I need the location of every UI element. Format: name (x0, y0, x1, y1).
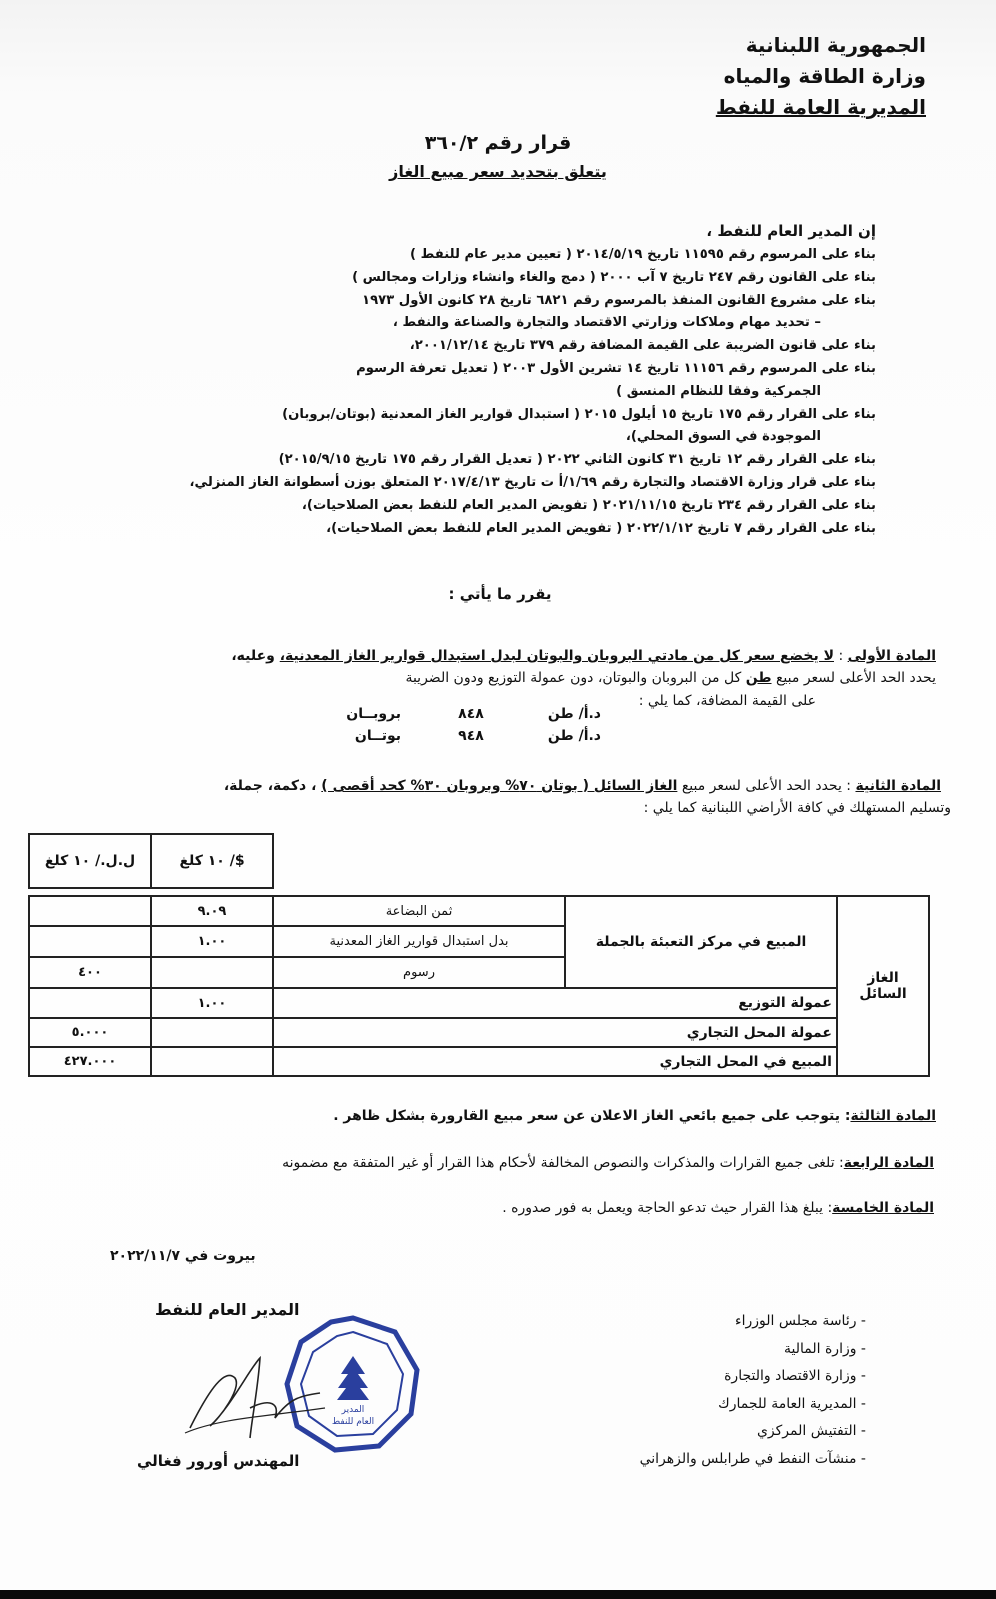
distribution-list (640, 1308, 866, 1473)
col-header-usd: $/ ١٠ كلغ (150, 833, 274, 889)
row-lbp: ٥.٠٠٠ (28, 1017, 152, 1048)
row-label: المبيع في المحل التجاري (272, 1046, 838, 1077)
place-date: بيروت في ٢٠٢٢/١١/٧ (110, 1248, 256, 1264)
article-5-label: المادة الخامسة (832, 1200, 934, 1216)
item-label: رسوم (272, 956, 566, 989)
article-3-text: : يتوجب على جميع بائعي الغاز الاعلان عن سعر مبيع القارورة بشكل ظاهر . (333, 1108, 851, 1124)
decision-title (0, 128, 996, 186)
article-3-label: المادة الثالثة (850, 1108, 936, 1124)
row-lbp: ٤٢٧.٠٠٠ (28, 1046, 152, 1077)
article-1: المادة الأولى : لا يخضع سعر كل من مادتي البروبان والبوتان لبدل استبدال قوارير الغاز المعدنية، وعليه، يحدد الحد الأعلى لسعر مبيع طن كل من البروبان والبوتان، دون عمولة التوزيع ودون الضريبة (231, 648, 936, 686)
signature-title: المدير العام للنفط (155, 1300, 300, 1319)
preamble-item: بناء على القرار رقم ٧ تاريخ ٢٠٢٢/١/١٢ ( تفويض المدير العام للنفط بعض الصلاحيات)، (326, 520, 876, 536)
price-unit: د.أ/ طن (547, 706, 601, 722)
distribution-item: - المديرية العامة للجمارك (640, 1391, 866, 1419)
price-table (28, 833, 930, 1077)
article-1-label: المادة الأولى (847, 648, 936, 664)
distribution-item: - التفتيش المركزي (640, 1418, 866, 1446)
distribution-item: - وزارة المالية (640, 1336, 866, 1364)
letterhead (716, 30, 926, 123)
price-row-butane (291, 725, 601, 747)
wholesale-label: المبيع في مركز التعبئة بالجملة (564, 895, 838, 989)
decision-number: قرار رقم ٣٦٠/٢ (424, 132, 572, 154)
letterhead-ministry: وزارة الطاقة والمياه (723, 64, 926, 88)
row-label: عمولة التوزيع (272, 987, 838, 1019)
article-5 (502, 1200, 934, 1216)
row-usd (150, 1017, 274, 1048)
seal-inner-top: المدير (341, 1405, 365, 1415)
distribution-item: - منشآت النفط في طرابلس والزهراني (640, 1446, 866, 1474)
gas-group-label: الغاز السائل (836, 895, 930, 1077)
seal-inner-bottom: العام للنفط (331, 1417, 375, 1427)
preamble-item: بناء على القرار رقم ٢٣٤ تاريخ ٢٠٢١/١١/١٥ ( تفويض المدير العام للنفط بعض الصلاحيات)، (301, 497, 876, 513)
article-5-text: : يبلغ هذا القرار حيث تدعو الحاجة ويعمل به فور صدوره . (502, 1200, 833, 1216)
decides-heading: يقرر ما يأتي : (448, 585, 552, 603)
preamble-item: بناء على مشروع القانون المنفذ بالمرسوم رقم ٦٨٢١ تاريخ ٢٨ كانون الأول ١٩٧٣ (362, 292, 876, 308)
preamble-item: بناء على القرار رقم ١٢ تاريخ ٣١ كانون الثاني ٢٠٢٢ ( تعديل القرار رقم ١٧٥ تاريخ ٢٠١٥/٩/١٥) (278, 452, 876, 468)
price-name: بروبــان (346, 706, 401, 722)
preamble-intro: إن المدير العام للنفط ، (706, 222, 876, 240)
preamble-item: – تحديد مهام وملاكات وزارتي الاقتصاد والتجارة والصناعة والنفط ، (392, 315, 821, 331)
distribution-item: - رئاسة مجلس الوزراء (640, 1308, 866, 1336)
price-value: ٩٤٨ (458, 728, 484, 744)
item-lbp (28, 925, 152, 958)
article-2-label: المادة الثانية (855, 778, 941, 794)
signer-name: المهندس أورور فغالي (137, 1452, 300, 1470)
col-header-lbp: ل.ل./ ١٠ كلغ (28, 833, 152, 889)
article-2-gas-spec: الغاز السائل ( بوتان ٧٠% وبروبان ٣٠% كحد أقصى ) (321, 778, 678, 794)
item-lbp: ٤٠٠ (28, 956, 152, 989)
price-list (291, 703, 601, 747)
item-label: ثمن البضاعة (272, 895, 566, 927)
article-1-main: لا يخضع سعر كل من مادتي البروبان والبوتان لبدل استبدال قوارير الغاز المعدنية، (279, 648, 834, 664)
item-lbp (28, 895, 152, 927)
article-2-text-c: ، دكمة، جملة، (223, 778, 322, 794)
price-value: ٨٤٨ (458, 706, 484, 722)
article-1-unit-ton: طن (745, 670, 772, 686)
article-1-line3: على القيمة المضافة، كما يلي : (638, 693, 816, 709)
article-4-label: المادة الرابعة (843, 1155, 934, 1171)
preamble-item: الموجودة في السوق المحلي)، (625, 429, 821, 445)
bottom-bar (0, 1590, 996, 1599)
item-usd (150, 956, 274, 989)
price-unit: د.أ/ طن (547, 728, 601, 744)
article-1-line2-c: كل من البروبان والبوتان، دون عمولة التوزيع ودون الضريبة (405, 670, 746, 686)
article-1-line2-a: يحدد الحد الأعلى لسعر مبيع (771, 670, 936, 686)
distribution-item: - وزارة الاقتصاد والتجارة (640, 1363, 866, 1391)
letterhead-country: الجمهورية اللبنانية (745, 33, 926, 57)
article-3 (333, 1108, 936, 1124)
row-usd (150, 1046, 274, 1077)
article-2: المادة الثانية : يحدد الحد الأعلى لسعر مبيع الغاز السائل ( بوتان ٧٠% وبروبان ٣٠% كحد أقصى ) ، دكمة، جملة، وتسليم المستهلك في كافة الأراضي اللبنانية كما يلي : (223, 778, 951, 816)
preamble-item: بناء على المرسوم رقم ١١٥٩٥ تاريخ ٢٠١٤/٥/١٩ ( تعيين مدير عام للنفط ) (409, 247, 876, 262)
preamble (116, 218, 876, 540)
item-label: بدل استبدال قوارير الغاز المعدنية (272, 925, 566, 958)
row-usd: ١.٠٠ (150, 987, 274, 1019)
preamble-item: الجمركية وفقا للنظام المنسق ) (616, 383, 821, 399)
article-2-line2: وتسليم المستهلك في كافة الأراضي اللبنانية كما يلي : (643, 800, 951, 816)
item-usd: ١.٠٠ (150, 925, 274, 958)
decision-subject: يتعلق بتحديد سعر مبيع الغاز (389, 162, 607, 181)
row-lbp (28, 987, 152, 1019)
article-4-text: : تلغى جميع القرارات والمذكرات والنصوص المخالفة لأحكام هذا القرار أو غير المتفقة مع مضمونه (282, 1155, 844, 1171)
price-row-propane (291, 703, 601, 725)
letterhead-directorate: المديرية العامة للنفط (715, 95, 926, 119)
preamble-item: بناء على قرار وزارة الاقتصاد والتجارة رقم ١/٦٩/أ ت تاريخ ٢٠١٧/٤/١٣ المتعلق بوزن أسطوانة الغاز المنزلي، (189, 474, 876, 490)
article-4 (282, 1155, 934, 1171)
article-1-after: وعليه، (231, 648, 280, 664)
handwritten-signature-icon (180, 1348, 330, 1448)
article-2-text-a: يحدد الحد الأعلى لسعر مبيع (677, 778, 842, 794)
item-usd: ٩.٠٩ (150, 895, 274, 927)
row-label: عمولة المحل التجاري (272, 1017, 838, 1048)
price-name: بوتــان (354, 728, 401, 744)
preamble-item: بناء على القانون رقم ٢٤٧ تاريخ ٧ آب ٢٠٠٠ ( دمج والغاء وانشاء وزارات ومجالس ) (352, 269, 876, 285)
preamble-item: بناء على المرسوم رقم ١١١٥٦ تاريخ ١٤ تشرين الأول ٢٠٠٣ ( تعديل تعرفة الرسوم (356, 360, 876, 376)
preamble-item: بناء على القرار رقم ١٧٥ تاريخ ١٥ أيلول ٢٠١٥ ( استبدال قوارير الغاز المعدنية (بوتان/بروبان) (282, 406, 876, 422)
preamble-item: بناء على قانون الضريبة على القيمة المضافة رقم ٣٧٩ تاريخ ٢٠٠١/١٢/١٤، (409, 338, 876, 354)
